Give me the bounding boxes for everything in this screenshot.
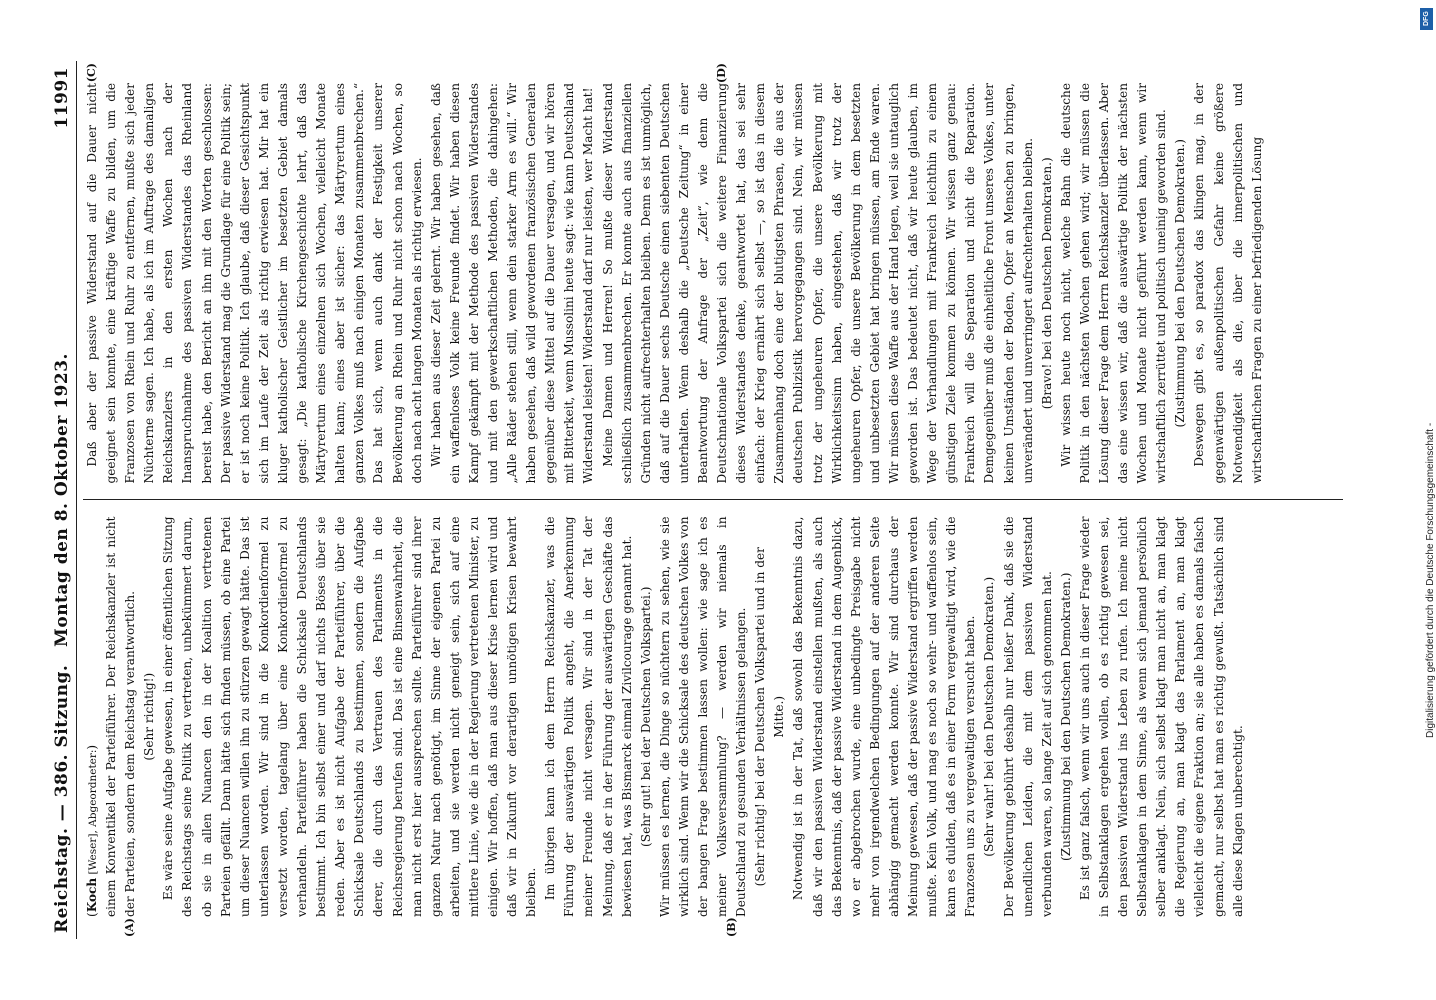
margin-letter-d: (D)	[715, 63, 728, 83]
left-column	[83, 501, 1343, 940]
paragraph: Wir haben aus dieser Zeit gelernt. Wir haben gesehen, daß ein waffenloses Volk keine Freunde findet. Wir haben diesen Kampf gekämpft mit der Methode des passiven Widerstandes und mit den gewerkschaftlichen Methoden, die dahingehen: „Alle Räder stehen still, wenn dein starker Arm es will.“ Wir haben gesehen, daß wild gewordenen französischen Generalen gegenüber diese Mittel auf die Dauer versagen, und wir hören mit Bitterkeit, wenn Mussolini heute sagt: wie kann Deutschland Widerstand leisten! Widerstand darf nur leisten, wer Macht hat!	[428, 83, 596, 484]
page-header	[52, 61, 76, 939]
paragraph: Daß aber der passive Widerstand auf die Dauer nicht geeignet sein konnte, eine kräftige Waffe zu bilden, um die Franzosen von Rhein und Ruhr zu entfernen, mußte sich jeder Nüchterne sagen. Ich habe, als ich im Auftrage des damaligen Reichskanzlers in den ersten Wochen nach der Inanspruchnahme des passiven Widerstandes das Rheinland bereist habe, den Bericht an ihn mit den Worten geschlossen: Der passive Widerstand mag die Grundlage für eine Politik sein; er ist noch keine Politik. Ich glaube, daß dieser Gesichtspunkt sich im Laufe der Zeit als richtig erwiesen hat. Mir hat ein kluger katholischer Geistlicher im besetzten Gebiet damals gesagt: „Die katholische Kirchengeschichte lehrt, daß das Märtyrertum eines einzelnen sich Wochen, vielleicht Monate halten kann; eines aber ist sicher: das Märtyrertum eines ganzen Volkes muß nach einigen Monaten zusammenbrechen.“ Das hat sich, wenn auch dank der Festigkeit unserer Bevölkerung an Rhein und Ruhr nicht schon nach Wochen, so doch nach acht langen Monaten als richtig erwiesen.	[85, 83, 424, 484]
digitization-credit	[1418, 8, 1436, 738]
text-columns	[83, 61, 1343, 939]
margin-letter-a: (A)	[123, 918, 136, 937]
credit-text: Digitalisierung gefördert durch die Deutsche Forschungsgemeinschaft -	[1425, 422, 1436, 738]
paragraph: Im übrigen kann ich dem Herrn Reichskanzler, was die Führung der auswärtigen Politik angeht, die Anerkennung meiner Freunde nicht versagen. Wir sind in der Tat der Meinung, daß er in der Führung der auswärtigen Geschäfte das bewiesen hat, was Bismarck einmal Zivilcourage genannt hat.	[543, 516, 634, 917]
interjection: (Bravo! bei den Deutschen Demokraten.)	[1039, 157, 1054, 410]
paragraph: Es wäre seine Aufgabe gewesen, in einer öffentlichen Sitzung des Reichstags seine Politik zu vertreten, unbekümmert darum, ob sie in allen Nuancen den in der Koalition vertretenen Parteien gefällt. Dann hätte sich finden müssen, ob eine Partei um dieser Nuancen willen ihn zu stürzen gewagt hätte. Das ist unterlassen worden. Wir sind in die Konkordienformel zu versetzt worden, tagelang über eine Konkordienformel zu verhandeln. Parteiführer haben die Schicksale Deutschlands bestimmt. Ich bin selbst einer und darf nichts Böses über sie reden. Aber es ist nicht Aufgabe der Parteiführer, über die Schicksale Deutschlands zu bestimmen, sondern die Aufgabe derer, die durch das Vertrauen des Parlaments in die Reichsregierung berufen sind. Das ist eine Binsenwahrheit, die man nicht erst hier aussprechen sollte. Parteiführer sind ihrer ganzen Natur nach genötigt, im Sinne der eigenen Partei zu arbeiten, und sie werden nicht geneigt sein, sich auf eine mittlere Linie, wie die in der Regierung vertretenen Minister, zu einigen. Wir hoffen, daß man aus dieser Krise lernen wird und daß wir in Zukunft vor derartigen unnötigen Krisen bewahrt bleiben.	[161, 516, 539, 917]
interjection: (Zustimmung bei den Deutschen Demokraten.)	[1058, 572, 1073, 861]
header-rule	[76, 61, 77, 939]
margin-letter-c: (C)	[85, 63, 98, 83]
right-column	[83, 61, 1343, 500]
paragraph: einem Konventikel der Parteiführer. Der Reichskanzler ist nicht der Parteien, sondern dem Reichstag verantwortlich.	[104, 516, 138, 917]
paragraph: Wir müssen es lernen, die Dinge so nüchtern zu sehen, wie sie wirklich sind. Wenn wir die Schicksale des deutschen Volkes von der bangen Frage bestimmen lassen wollen: wie sage ich es meiner Volksversammlung? — werden wir niemals in Deutschland zu gesunden Verhältnissen gelangen.	[657, 516, 749, 917]
paragraph: Deswegen gibt es, so paradox das klingen mag, in der gegenwärtigen außenpolitischen Gefahr keine größere Notwendigkeit als die, über die innerpolitischen und wirtschaftlichen Fragen zu einer befriedigenden Lösung	[1192, 83, 1264, 484]
interjection: (Sehr richtig!)	[142, 672, 157, 761]
margin-letter-b: (B)	[725, 917, 738, 937]
paragraph: Notwendig ist in der Tat, daß sowohl das Bekenntnis dazu, daß wir den passiven Widerstand einstellen mußten, als auch das Bekenntnis, daß der passive Widerstand in dem Augenblick, wo er abgebrochen wurde, eine unbedingte Preisgabe nicht mehr von irgendwelchen Bedingungen auf der anderen Seite abhängig gemacht werden konnte. Wir sind durchaus der Meinung gewesen, daß der passive Widerstand ergriffen werden mußte. Kein Volk, und mag es noch so wehr- und waffenlos sein, kann es dulden, daß es in einer Form vergewaltigt wird, wie die Franzosen uns zu vergewaltigen versucht haben.	[791, 516, 978, 917]
header-date: Montag den 8. Oktober 1923.	[52, 353, 72, 647]
paragraph: Der Bevölkerung gebührt deshalb nur heißer Dank, daß sie die unendlichen Leiden, die mit dem passiven Widerstand verbunden waren, so lange Zeit auf sich genommen hat.	[1001, 516, 1054, 917]
speaker-line: (Koch [Weser], Abgeordneter:)	[85, 744, 99, 917]
interjection: (Sehr gut! bei der Deutschen Volkspartei.)	[638, 586, 653, 847]
rotated-newspaper-page	[40, 35, 1370, 965]
paragraph: Wir wissen heute noch nicht, welche Bahn die deutsche Politik in den nächsten Wochen gehen wird; wir müssen die Lösung dieser Frage dem Herrn Reichskanzler überlassen. Aber das eine wissen wir, daß die auswärtige Politik der nächsten Wochen und Monate nicht geführt werden kann, wenn wir wirtschaftlich zerrüttet und politisch uneinig geworden sind.	[1058, 83, 1169, 484]
interjection: (Sehr richtig! bei der Deutschen Volkspartei und in der Mitte.)	[753, 547, 787, 887]
paragraph: Meine Damen und Herren! So mußte dieser Widerstand schließlich zusammenbrechen. Er konnte auch aus finanziellen Gründen nicht aufrechterhalten bleiben. Denn es ist unmöglich, daß auf die Dauer sechs Deutsche einen siebenten Deutschen unterhalten. Wenn deshalb die „Deutsche Zeitung“ in einer Beantwortung der Anfrage der „Zeit“, wie denn die Deutschnationale Volkspartei sich die weitere Finanzierung dieses Widerstandes denke, geantwortet hat, das sei sehr einfach: der Krieg ernährt sich selbst —, so ist das in diesem Zusammenhang doch eine der blutigsten Phrasen, die aus der deutschen Publizistik hervorgegangen sind. Nein, wir müssen trotz der ungeheuren Opfer, die unsere Bevölkerung mit Wirklichkeitssinn haben, eingestehen, daß wir trotz der ungeheuren Opfer, die unsere Bevölkerung in dem besetzten und unbesetzten Gebiet hat bringen müssen, am Ende waren. Wir müssen diese Waffe aus der Hand legen, weil sie untauglich geworden ist. Das bedeutet nicht, daß wir heute glauben, im Wege der Verhandlungen mit Frankreich leichthin zu einem günstigen Ziele kommen zu können. Wir wissen ganz genau: Frankreich will die Separation und nicht die Reparation. Demgegenüber muß die einheitliche Front unseres Volkes, unter keinen Umständen der Boden, Opfer an Menschen zu bringen, unverändert und unverringert aufrechterhalten bleiben.	[600, 83, 1035, 484]
interjection: (Sehr wahr! bei den Deutschen Demokraten.)	[982, 576, 997, 857]
page-number: 11991	[52, 67, 72, 129]
interjection: (Zustimmung bei den Deutschen Demokraten.)	[1173, 139, 1188, 428]
dfg-logo-icon: DFG	[1420, 8, 1433, 30]
speaker-rest: [Weser], Abgeordneter:	[87, 749, 99, 878]
header-left: Reichstag. — 386. Sitzung.	[52, 664, 72, 933]
speaker-name: Koch	[85, 877, 99, 913]
paragraph: Es ist ganz falsch, wenn wir uns auch in dieser Frage wieder in Selbstanklagen ergehen wollen, ob es richtig gewesen sei, den passiven Widerstand ins Leben zu rufen. Ich meine nicht Selbstanklagen in dem Sinne, als wenn sich jemand persönlich selber anklagt. Nein, sich selbst klagt man nicht an, man klagt die Regierung an, man klagt das Parlament an, man klagt vielleicht die eigene Fraktion an; sie alle haben es damals falsch gemacht, nur selbst hat man es richtig gewußt. Tatsächlich sind alle diese Klagen unberechtigt.	[1077, 516, 1245, 917]
